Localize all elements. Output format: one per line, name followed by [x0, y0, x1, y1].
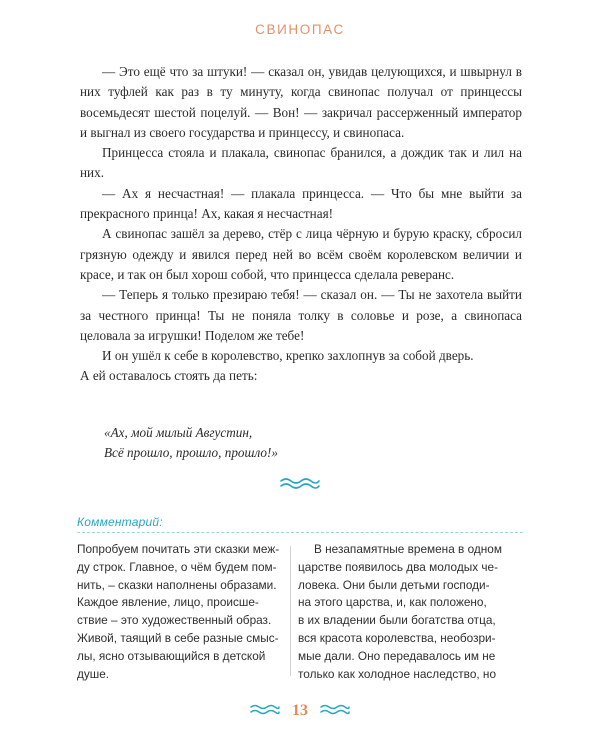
story-paragraph: — Ах я несчастная! — плакала принцесса. — Что бы мне выйти за прекрасного принца! Ах, какая я несчастная!: [80, 185, 522, 222]
comment-label: Комментарий:: [77, 515, 163, 529]
story-paragraph: Принцесса стояла и плакала, свинопас бранился, а дождик так и лил на них.: [80, 145, 522, 181]
comment-line: В незапамятные времена в одном: [314, 542, 502, 556]
comment-line: в их владении были богатства отца,: [298, 613, 496, 628]
comment-line: ствие – это художественный образ.: [77, 613, 272, 628]
poem-line: «Ах, мой милый Августин,: [104, 425, 253, 440]
comment-line: лы, ясно отзывающийся в детской: [77, 648, 266, 663]
comment-line: ловека. Они были детьми господи-: [298, 577, 490, 592]
comment-line: нить, – сказки наполнены образами.: [77, 577, 277, 592]
comment-line: мые дали. Оно передавалось им не: [298, 648, 496, 663]
column-divider: [290, 546, 291, 676]
story-paragraph: — Теперь я только презираю тебя! — сказал он. — Ты не захотела выйти за честного принца! Ты не поняла толку в соловье и розе, а свинопаса целовала за игрушки! Поделом же тебе!: [80, 287, 522, 343]
page-footer: [0, 702, 600, 720]
comment-divider: [77, 532, 523, 533]
page-number: 13: [292, 702, 308, 720]
comment-line: Каждое явление, лицо, происше-: [77, 595, 259, 610]
comment-right-column: [298, 541, 522, 683]
poem: [104, 423, 278, 464]
story-paragraph: — Это ещё что за штуки! — сказал он, увидав целующихся, и швырнул в них туфлей как раз в ту минуту, когда свинопас получал от принцессы восемьдесят шестой поцелуй. — Вон! — закричал рассерженный император и выгнал из своего государства и принцессу, и свинопаса.: [80, 64, 522, 140]
running-header: СВИНОПАС: [255, 22, 345, 37]
comment-line: Попробуем почитать эти сказки меж-: [77, 542, 280, 556]
story-paragraph: И он ушёл к себе в королевство, крепко захлопнув за собой дверь.: [102, 348, 474, 364]
comment-left-column: [77, 541, 282, 683]
comment-line: царстве появилось два молодых че-: [298, 559, 499, 574]
comment-line: вся красота королевства, необозри-: [298, 630, 496, 645]
comment-line: Живой, таящий в себе разные смыс-: [77, 630, 279, 645]
wave-left-icon: [250, 702, 280, 720]
comment-line: на этого царства, и, как положено,: [298, 595, 487, 610]
wave-right-icon: [320, 702, 350, 720]
comment-line: только как холодное наследство, но: [298, 666, 497, 681]
story-paragraph: А свинопас зашёл за дерево, стёр с лица чёрную и бурую краску, сбросил грязную одежду и явился перед ней во всём своём королевском величии и красе, и так он был хорош собой, что принцесса сделала реверанс.: [80, 226, 522, 282]
story-text: [80, 62, 522, 387]
comment-line: душе.: [77, 666, 110, 681]
wave-ornament-icon: [279, 476, 321, 490]
story-paragraph: А ей оставалось стоять да петь:: [80, 368, 258, 384]
comment-line: ду строк. Главное, о чём будем пом-: [77, 559, 277, 574]
poem-line: Всё прошло, прошло, прошло!»: [104, 445, 278, 461]
